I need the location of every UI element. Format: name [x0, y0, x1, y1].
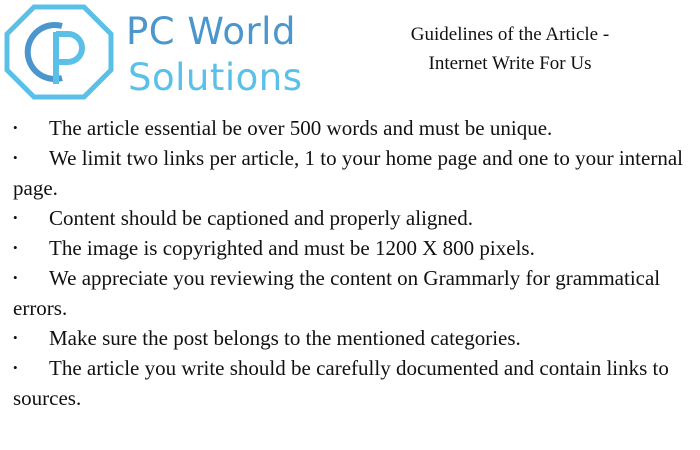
page-title	[372, 20, 648, 78]
list-item-text: The article you write should be carefully documented and contain links to sources.	[13, 356, 669, 410]
list-item	[13, 143, 693, 203]
list-item-text: We limit two links per article, 1 to your home page and one to your internal page.	[13, 146, 683, 200]
page-title-line-2: Internet Write For Us	[428, 53, 592, 74]
bullet-icon: •	[13, 120, 18, 135]
logo-octagon-icon	[4, 4, 114, 100]
list-item	[13, 203, 693, 233]
bullet-icon: •	[13, 270, 18, 285]
list-item-text: Make sure the post belongs to the mentioned categories.	[49, 326, 521, 350]
guidelines-list	[13, 113, 693, 413]
list-item	[13, 263, 693, 323]
list-item	[13, 113, 693, 143]
list-item	[13, 353, 693, 413]
bullet-icon: •	[13, 240, 18, 255]
bullet-icon: •	[13, 150, 18, 165]
bullet-icon: •	[13, 210, 18, 225]
logo-text-solutions: Solutions	[128, 56, 303, 99]
bullet-icon: •	[13, 360, 18, 375]
site-logo[interactable]	[4, 4, 334, 104]
list-item-text: The image is copyrighted and must be 1200 X 800 pixels.	[49, 236, 535, 260]
list-item	[13, 233, 693, 263]
list-item	[13, 323, 693, 353]
list-item-text: We appreciate you reviewing the content on Grammarly for grammatical errors.	[13, 266, 661, 320]
list-item-text: The article essential be over 500 words and must be unique.	[49, 116, 553, 140]
page-title-line-1: Guidelines of the Article -	[410, 24, 610, 45]
list-item-text: Content should be captioned and properly aligned.	[49, 206, 473, 230]
logo-text-pc-world: PC World	[126, 10, 296, 53]
bullet-icon: •	[13, 330, 18, 345]
